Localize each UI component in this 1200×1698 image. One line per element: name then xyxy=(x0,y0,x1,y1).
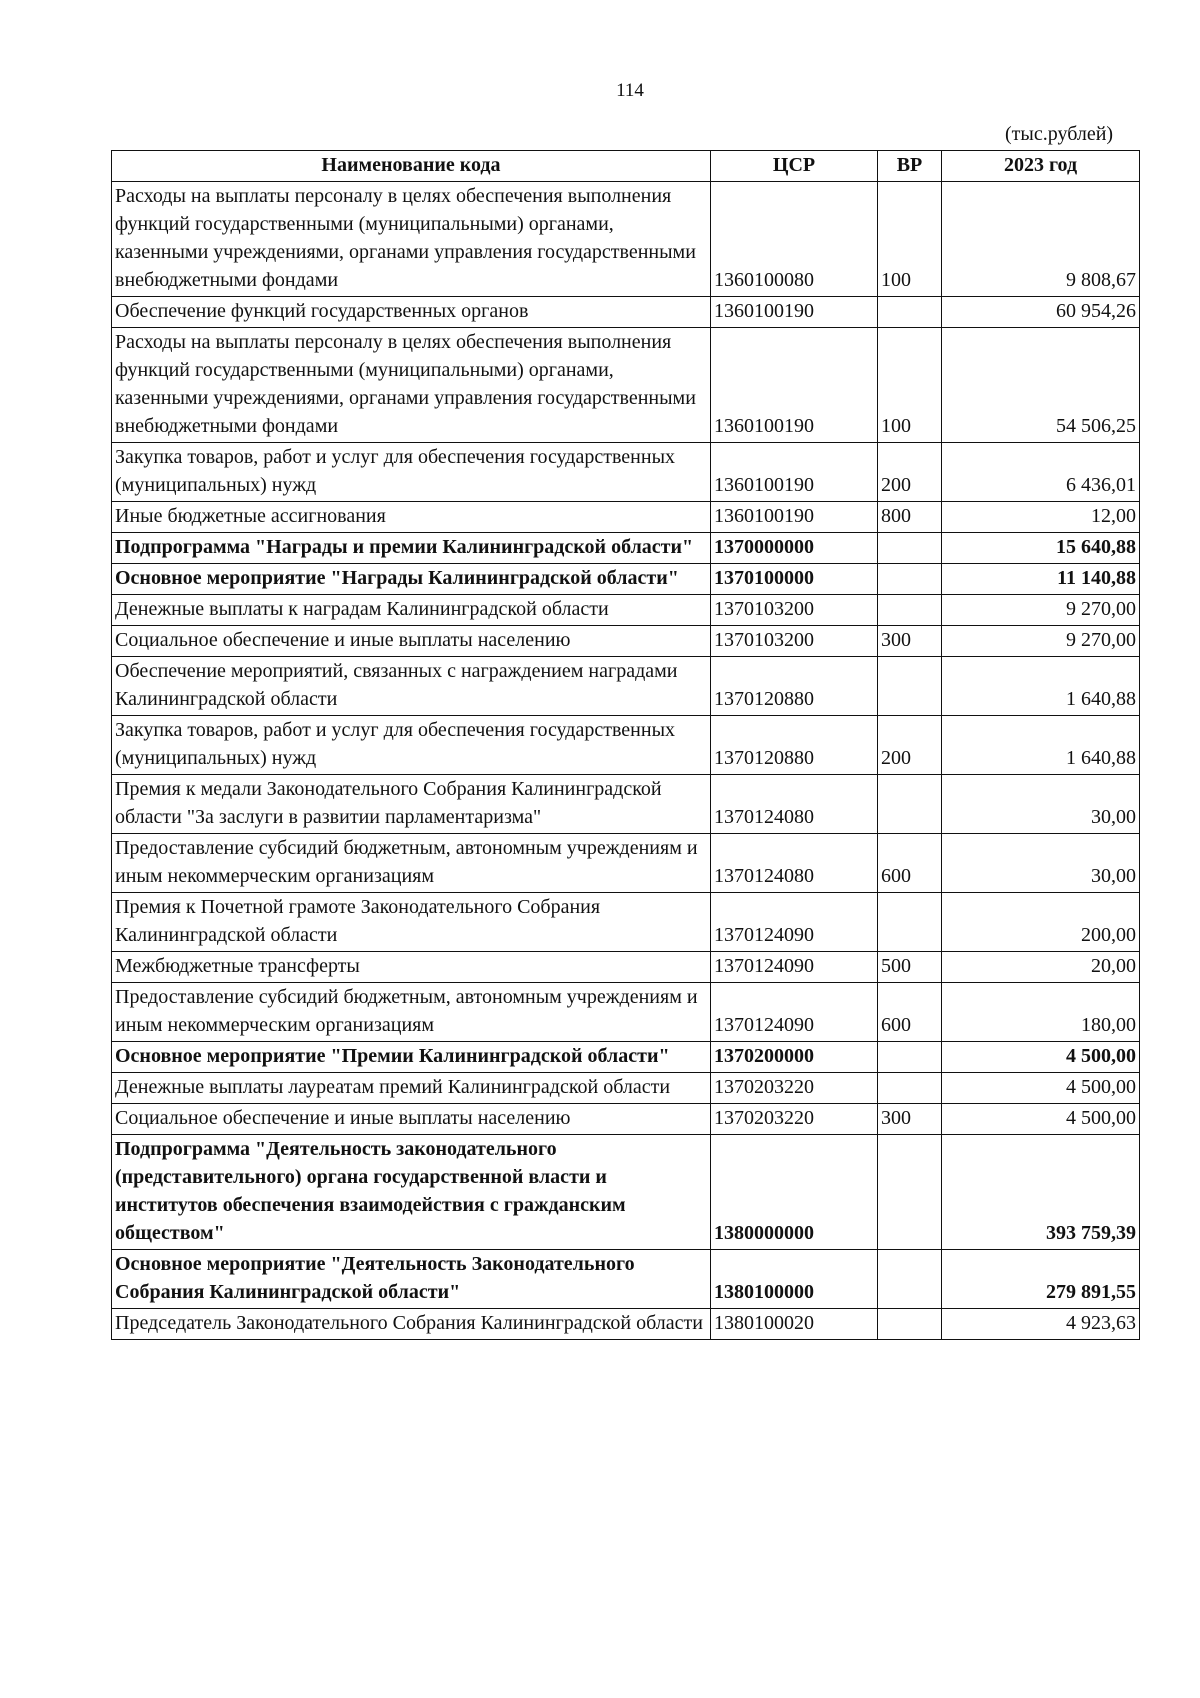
row-amount-cell: 60 954,26 xyxy=(942,297,1140,328)
row-name-cell: Социальное обеспечение и иные выплаты населению xyxy=(112,626,711,657)
row-amount-cell: 9 270,00 xyxy=(942,626,1140,657)
table-row xyxy=(112,657,1140,716)
row-csr-cell: 1370124090 xyxy=(711,893,878,952)
row-name-cell: Межбюджетные трансферты xyxy=(112,952,711,983)
page-number: 114 xyxy=(616,80,644,101)
row-csr-cell: 1360100190 xyxy=(711,443,878,502)
row-vr-cell xyxy=(878,297,942,328)
row-name-cell: Предоставление субсидий бюджетным, автономным учреждениям и иным некоммерческим организациям xyxy=(112,983,711,1042)
budget-table xyxy=(111,150,1140,1340)
row-csr-cell: 1360100190 xyxy=(711,328,878,443)
table-row xyxy=(112,1250,1140,1309)
row-vr-cell: 600 xyxy=(878,834,942,893)
table-row xyxy=(112,297,1140,328)
row-csr-cell: 1370100000 xyxy=(711,564,878,595)
row-vr-cell xyxy=(878,564,942,595)
row-amount-cell: 30,00 xyxy=(942,775,1140,834)
table-row xyxy=(112,1135,1140,1250)
row-amount-cell: 6 436,01 xyxy=(942,443,1140,502)
table-row xyxy=(112,1309,1140,1340)
row-csr-cell: 1380100000 xyxy=(711,1250,878,1309)
row-amount-cell: 9 808,67 xyxy=(942,182,1140,297)
row-csr-cell: 1380000000 xyxy=(711,1135,878,1250)
header-year: 2023 год xyxy=(942,151,1140,182)
row-amount-cell: 1 640,88 xyxy=(942,716,1140,775)
units-label: (тыс.рублей) xyxy=(1005,123,1114,145)
row-vr-cell xyxy=(878,657,942,716)
row-amount-cell: 12,00 xyxy=(942,502,1140,533)
row-name-cell: Расходы на выплаты персоналу в целях обеспечения выполнения функций государственными (муниципальными) органами, казенными учреждениями, органами управления государственными внебюджетными фондами xyxy=(112,328,711,443)
row-vr-cell xyxy=(878,1073,942,1104)
table-row xyxy=(112,834,1140,893)
row-vr-cell: 100 xyxy=(878,328,942,443)
row-csr-cell: 1380100020 xyxy=(711,1309,878,1340)
row-vr-cell xyxy=(878,775,942,834)
row-csr-cell: 1370124080 xyxy=(711,834,878,893)
row-name-cell: Основное мероприятие "Деятельность Законодательного Собрания Калининградской области" xyxy=(112,1250,711,1309)
table-row xyxy=(112,564,1140,595)
row-vr-cell: 200 xyxy=(878,716,942,775)
table-row xyxy=(112,595,1140,626)
row-vr-cell xyxy=(878,1309,942,1340)
row-name-cell: Основное мероприятие "Премии Калининградской области" xyxy=(112,1042,711,1073)
row-name-cell: Председатель Законодательного Собрания Калининградской области xyxy=(112,1309,711,1340)
row-name-cell: Подпрограмма "Деятельность законодательного (представительного) органа государственной власти и институтов обеспечения взаимодействия с гражданским обществом" xyxy=(112,1135,711,1250)
row-vr-cell xyxy=(878,1042,942,1073)
table-row xyxy=(112,1073,1140,1104)
row-amount-cell: 15 640,88 xyxy=(942,533,1140,564)
row-vr-cell xyxy=(878,595,942,626)
row-csr-cell: 1360100080 xyxy=(711,182,878,297)
row-csr-cell: 1370120880 xyxy=(711,716,878,775)
table-row xyxy=(112,443,1140,502)
row-csr-cell: 1370000000 xyxy=(711,533,878,564)
row-csr-cell: 1370124090 xyxy=(711,983,878,1042)
table-row xyxy=(112,983,1140,1042)
row-vr-cell xyxy=(878,1250,942,1309)
table-row xyxy=(112,182,1140,297)
header-vr: ВР xyxy=(878,151,942,182)
header-csr: ЦСР xyxy=(711,151,878,182)
table-row xyxy=(112,626,1140,657)
row-name-cell: Премия к Почетной грамоте Законодательного Собрания Калининградской области xyxy=(112,893,711,952)
row-name-cell: Денежные выплаты лауреатам премий Калининградской области xyxy=(112,1073,711,1104)
row-csr-cell: 1360100190 xyxy=(711,297,878,328)
table-row xyxy=(112,533,1140,564)
row-csr-cell: 1370120880 xyxy=(711,657,878,716)
row-vr-cell xyxy=(878,893,942,952)
table-body xyxy=(112,182,1140,1340)
row-name-cell: Обеспечение мероприятий, связанных с награждением наградами Калининградской области xyxy=(112,657,711,716)
table-row xyxy=(112,775,1140,834)
row-vr-cell xyxy=(878,533,942,564)
row-name-cell: Расходы на выплаты персоналу в целях обеспечения выполнения функций государственными (муниципальными) органами, казенными учреждениями, органами управления государственными внебюджетными фондами xyxy=(112,182,711,297)
row-name-cell: Подпрограмма "Награды и премии Калининградской области" xyxy=(112,533,711,564)
row-name-cell: Денежные выплаты к наградам Калининградской области xyxy=(112,595,711,626)
table-row xyxy=(112,952,1140,983)
row-name-cell: Предоставление субсидий бюджетным, автономным учреждениям и иным некоммерческим организациям xyxy=(112,834,711,893)
row-amount-cell: 4 500,00 xyxy=(942,1073,1140,1104)
row-amount-cell: 200,00 xyxy=(942,893,1140,952)
table-header-row xyxy=(112,151,1140,182)
row-amount-cell: 279 891,55 xyxy=(942,1250,1140,1309)
row-vr-cell: 300 xyxy=(878,626,942,657)
row-amount-cell: 20,00 xyxy=(942,952,1140,983)
row-csr-cell: 1370103200 xyxy=(711,626,878,657)
row-name-cell: Закупка товаров, работ и услуг для обеспечения государственных (муниципальных) нужд xyxy=(112,443,711,502)
row-amount-cell: 11 140,88 xyxy=(942,564,1140,595)
row-name-cell: Премия к медали Законодательного Собрания Калининградской области "За заслуги в развитии парламентаризма" xyxy=(112,775,711,834)
row-amount-cell: 30,00 xyxy=(942,834,1140,893)
row-vr-cell: 200 xyxy=(878,443,942,502)
table-row xyxy=(112,893,1140,952)
row-amount-cell: 180,00 xyxy=(942,983,1140,1042)
table-row xyxy=(112,1042,1140,1073)
row-amount-cell: 1 640,88 xyxy=(942,657,1140,716)
row-csr-cell: 1370203220 xyxy=(711,1104,878,1135)
row-amount-cell: 54 506,25 xyxy=(942,328,1140,443)
row-name-cell: Иные бюджетные ассигнования xyxy=(112,502,711,533)
row-name-cell: Обеспечение функций государственных органов xyxy=(112,297,711,328)
row-amount-cell: 4 500,00 xyxy=(942,1104,1140,1135)
row-vr-cell: 500 xyxy=(878,952,942,983)
row-vr-cell: 300 xyxy=(878,1104,942,1135)
row-name-cell: Основное мероприятие "Награды Калининградской области" xyxy=(112,564,711,595)
row-csr-cell: 1370203220 xyxy=(711,1073,878,1104)
row-amount-cell: 393 759,39 xyxy=(942,1135,1140,1250)
row-csr-cell: 1370124080 xyxy=(711,775,878,834)
row-csr-cell: 1360100190 xyxy=(711,502,878,533)
row-csr-cell: 1370200000 xyxy=(711,1042,878,1073)
row-name-cell: Закупка товаров, работ и услуг для обеспечения государственных (муниципальных) нужд xyxy=(112,716,711,775)
row-vr-cell: 800 xyxy=(878,502,942,533)
row-amount-cell: 4 500,00 xyxy=(942,1042,1140,1073)
row-csr-cell: 1370103200 xyxy=(711,595,878,626)
table-row xyxy=(112,502,1140,533)
header-name: Наименование кода xyxy=(112,151,711,182)
row-vr-cell: 100 xyxy=(878,182,942,297)
table-row xyxy=(112,716,1140,775)
row-vr-cell: 600 xyxy=(878,983,942,1042)
table-row xyxy=(112,1104,1140,1135)
row-vr-cell xyxy=(878,1135,942,1250)
row-csr-cell: 1370124090 xyxy=(711,952,878,983)
row-amount-cell: 4 923,63 xyxy=(942,1309,1140,1340)
row-amount-cell: 9 270,00 xyxy=(942,595,1140,626)
row-name-cell: Социальное обеспечение и иные выплаты населению xyxy=(112,1104,711,1135)
table-row xyxy=(112,328,1140,443)
